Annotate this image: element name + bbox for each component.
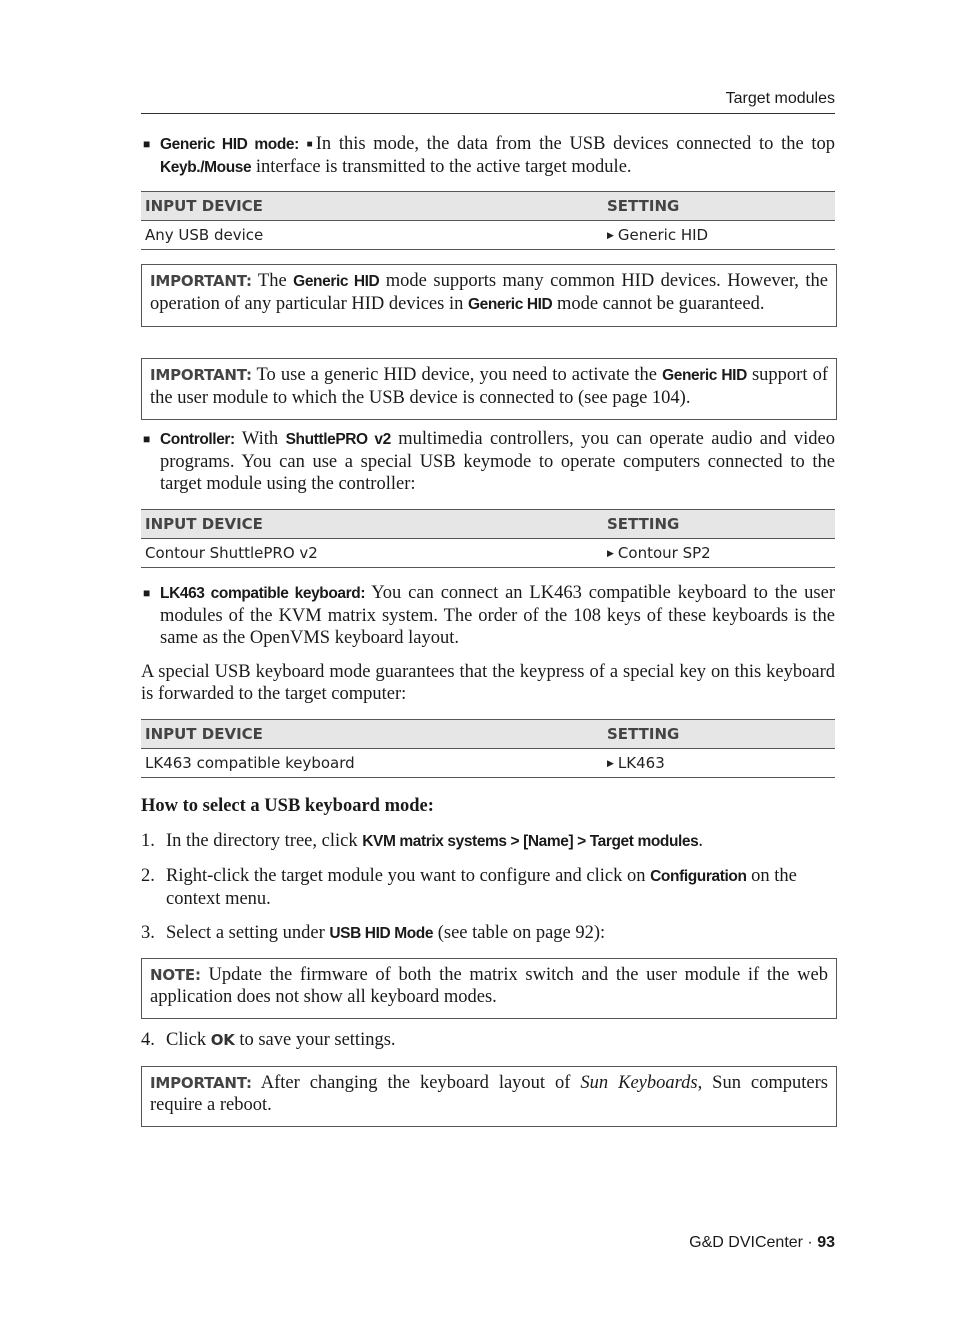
table-lk463: [141, 719, 835, 778]
cell-device: Any USB device: [141, 221, 603, 250]
term-usb-hid-mode: USB HID Mode: [329, 925, 434, 942]
important2-text-b: support of the user module to which the USB device is connected to (see page 104).: [150, 365, 828, 408]
note-box: [141, 958, 837, 1019]
important2-text-a: To use a generic HID device, you need to activate the: [251, 365, 663, 385]
triangle-right-icon: ▶: [607, 759, 614, 769]
controller-label: Controller:: [160, 431, 235, 448]
term-ok: OK: [210, 1031, 235, 1049]
header-title: Target modules: [725, 90, 835, 107]
lk463-text: You can connect an LK463 compatible keyboard to the user modules of the KVM matrix system. The order of the 108 keys of these keyboards is the same as the OpenVMS keyboard layout.: [160, 583, 835, 648]
header-input-device: INPUT DEVICE: [141, 510, 603, 539]
table-header-row: [141, 510, 835, 539]
step-number: 3.: [141, 923, 155, 943]
term-sun-keyboards: Sun Keyboards: [580, 1073, 698, 1093]
cell-device: Contour ShuttlePRO v2: [141, 539, 603, 568]
cell-setting: [603, 749, 835, 778]
important-label: IMPORTANT:: [150, 366, 252, 384]
bullet-lk463: [141, 582, 835, 649]
bullet-controller: [141, 428, 835, 495]
header-setting: SETTING: [603, 720, 835, 749]
controller-text-b: multimedia controllers, you can operate audio and video programs. You can use a special USB keymode to operate computers connected to the target module using the controller:: [160, 429, 835, 494]
step-text: [166, 1029, 835, 1051]
step-text-a: Right-click the target module you want to configure and click on: [166, 866, 651, 886]
table-row: [141, 221, 835, 250]
cell-setting: [603, 221, 835, 250]
term-keyb-mouse: Keyb./Mouse: [160, 159, 252, 176]
step-number: 2.: [141, 866, 155, 886]
generic-hid-text-a: In this mode, the data from the USB devices connected to the top: [315, 134, 836, 154]
important3-text-a: After changing the keyboard layout of: [251, 1073, 581, 1093]
cell-setting-value: Generic HID: [617, 226, 709, 244]
step-text: [166, 830, 835, 853]
note-text: Update the firmware of both the matrix switch and the user module if the web application does not show all keyboard modes.: [150, 965, 828, 1007]
lk463-label: LK463 compatible keyboard:: [160, 585, 366, 602]
important3-text-b: , Sun computers require a reboot.: [150, 1073, 828, 1115]
cell-device: LK463 compatible keyboard: [141, 749, 603, 778]
paragraph-special-mode: A special USB keyboard mode guarantees that the keypress of a special key on this keyboard is forwarded to the target computer:: [141, 662, 835, 704]
bullet-square-icon: ■: [143, 137, 151, 151]
header-input-device: INPUT DEVICE: [141, 192, 603, 221]
generic-hid-label: Generic HID mode:: [160, 136, 299, 153]
term-generic-hid: Generic HID: [293, 273, 380, 290]
step-text-b: .: [698, 831, 703, 851]
howto-title: How to select a USB keyboard mode:: [141, 796, 434, 816]
important-box-1: [141, 264, 837, 327]
important-label: IMPORTANT:: [150, 1074, 252, 1092]
step-text-a: In the directory tree, click: [166, 831, 363, 851]
cell-setting-value: LK463: [617, 754, 665, 772]
table-generic-hid: [141, 191, 835, 250]
step-text: [166, 922, 835, 945]
header-setting: SETTING: [603, 510, 835, 539]
header-input-device: INPUT DEVICE: [141, 720, 603, 749]
step-text-b: on the context menu.: [166, 866, 797, 909]
bullet-square-icon: ■: [306, 139, 316, 150]
step-text-b: to save your settings.: [234, 1030, 396, 1050]
step-text-b: (see table on page 92):: [433, 923, 606, 943]
header-setting: SETTING: [603, 192, 835, 221]
term-menu-path: KVM matrix systems > [Name] > Target modules: [362, 833, 699, 850]
step-text-a: Click: [166, 1030, 211, 1050]
generic-hid-text-b: interface is transmitted to the active target module.: [251, 157, 632, 177]
bullet-square-icon: ■: [143, 586, 151, 600]
triangle-right-icon: ▶: [607, 231, 614, 241]
term-generic-hid: Generic HID: [467, 296, 553, 313]
bullet-square-icon: ■: [143, 432, 151, 446]
table-header-row: [141, 192, 835, 221]
important-box-3: [141, 1066, 837, 1127]
page-number: 93: [817, 1234, 835, 1251]
controller-text-a: With: [234, 429, 286, 449]
term-configuration: Configuration: [650, 868, 747, 885]
step-number: 1.: [141, 831, 155, 851]
footer-product: G&D DVICenter ·: [689, 1234, 818, 1251]
important1-text-a: The: [251, 271, 294, 291]
term-shuttlepro: ShuttlePRO v2: [285, 431, 391, 448]
cell-setting: [603, 539, 835, 568]
bullet-generic-hid: [141, 133, 835, 179]
table-row: [141, 539, 835, 568]
important1-text-c: mode cannot be guaranteed.: [552, 294, 765, 314]
table-row: [141, 749, 835, 778]
page-footer: [141, 1234, 835, 1252]
step-text: [166, 865, 835, 910]
triangle-right-icon: ▶: [607, 549, 614, 559]
cell-setting-value: Contour SP2: [617, 544, 711, 562]
table-controller: [141, 509, 835, 568]
important1-text-b: mode supports many common HID devices. However, the operation of any particular HID devices in: [150, 271, 828, 314]
important-label: IMPORTANT:: [150, 272, 252, 290]
step-text-a: Select a setting under: [166, 923, 330, 943]
term-generic-hid: Generic HID: [662, 367, 747, 384]
important-box-2: [141, 358, 837, 420]
step-number: 4.: [141, 1030, 155, 1050]
note-label: NOTE:: [150, 966, 201, 984]
running-header: [141, 88, 835, 114]
table-header-row: [141, 720, 835, 749]
